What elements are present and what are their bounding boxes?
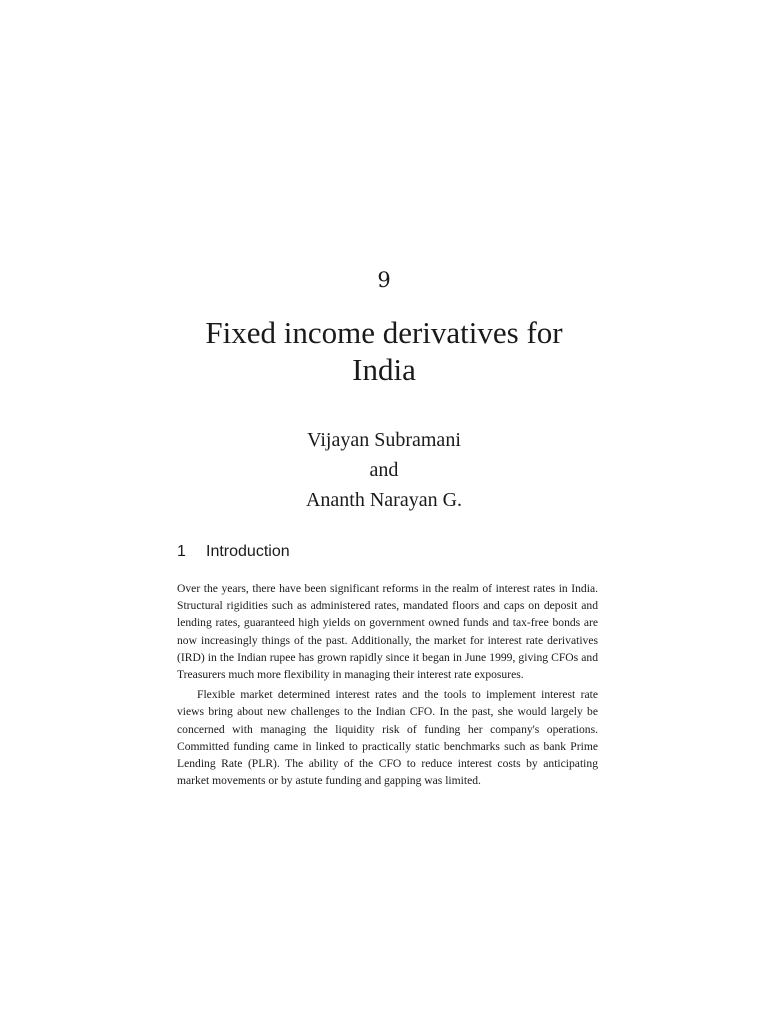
author-conjunction: and (369, 459, 399, 481)
author-second: Ananth Narayan G. (305, 489, 463, 511)
author-block (0, 425, 768, 515)
section-heading (177, 542, 290, 562)
paragraph: Flexible market determined interest rates and the tools to implement interest rate views bring about new challenges to the Indian CFO. In the past, she would largely be concerned with managing the liquidity risk of funding her company's operations. Committed funding came in linked to practically static benchmarks such as bank Prime Lending Rate (PLR). The ability of the CFO to reduce interest costs by anticipating market movements or by astute funding and gapping was limited. (177, 688, 598, 788)
section-number: 1 (177, 543, 186, 560)
chapter-title-line-1: Fixed income derivatives for (205, 315, 563, 350)
chapter-number: 9 (377, 268, 391, 292)
author-first: Vijayan Subramani (307, 429, 461, 451)
section-title: Introduction (206, 543, 290, 560)
body-text (177, 580, 598, 792)
chapter-title-line-2: India (352, 352, 416, 387)
paragraph: Over the years, there have been significant reforms in the realm of interest rates in India. Structural rigidities such as administered rates, mandated floors and caps on deposit and lending rates, guaranteed high yields on government owned funds and tax-free bonds are now increasingly things of the past. Additionally, the market for interest rate derivatives (IRD) in the Indian rupee has grown rapidly since it began in June 1999, giving CFOs and Treasurers much more flexibility in managing their interest rate exposures. (177, 582, 598, 682)
chapter-title (0, 314, 768, 388)
